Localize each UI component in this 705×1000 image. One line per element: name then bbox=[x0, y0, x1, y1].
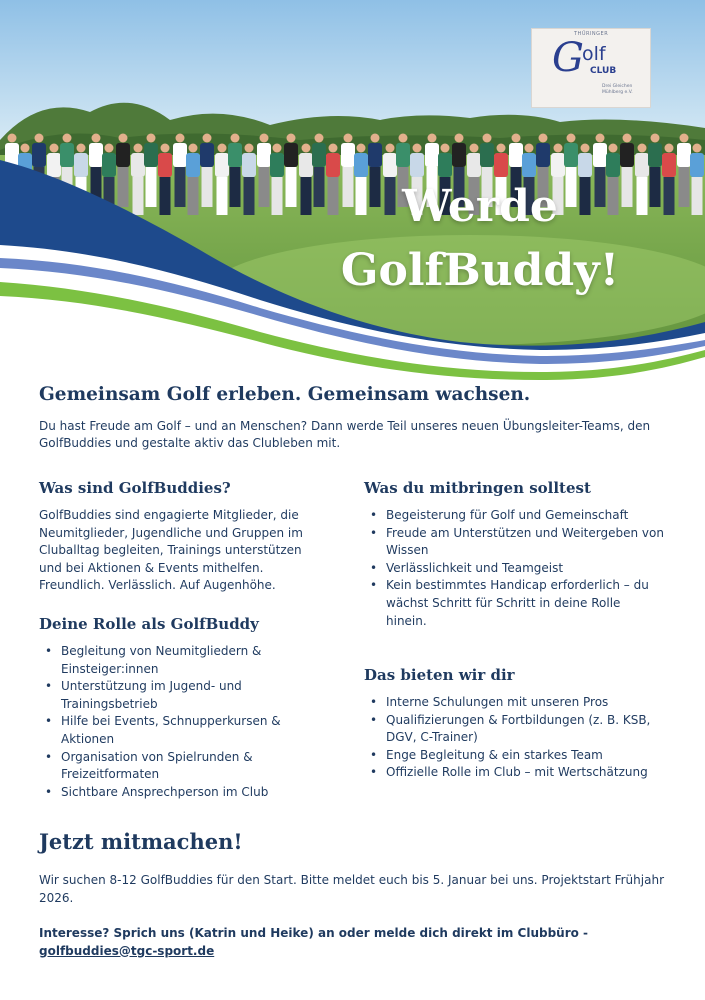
golfer-figure bbox=[257, 134, 271, 208]
list-item: • Sichtbare Ansprechperson im Club bbox=[39, 784, 304, 802]
golfer-figure bbox=[186, 144, 200, 216]
bring-heading: Was du mitbringen solltest bbox=[364, 479, 591, 497]
email-link[interactable]: golfbuddies@tgc-sport.de bbox=[39, 943, 215, 958]
golfer-figure bbox=[158, 144, 172, 216]
logo-letters-olf: olf bbox=[582, 43, 606, 65]
golfer-figure bbox=[242, 144, 256, 216]
list-item: • Kein bestimmtes Handicap erforderlich – du wächst Schritt für Schritt in deine Rolle hinein. bbox=[364, 577, 664, 630]
role-heading: Deine Rolle als GolfBuddy bbox=[39, 615, 259, 633]
golfer-figure bbox=[200, 134, 214, 208]
cta-text: Wir suchen 8-12 GolfBuddies für den Start. Bitte meldet euch bis 5. Januar bei uns. Projektstart Frühjahr 2026. bbox=[39, 873, 664, 905]
logo-top-text: THÜRINGER bbox=[574, 31, 609, 37]
logo-subtitle: Drei Gleichen Mühlberg e.V. bbox=[602, 84, 633, 95]
what-are-heading: Was sind GolfBuddies? bbox=[39, 479, 231, 497]
offer-heading: Das bieten wir dir bbox=[364, 666, 515, 684]
hero-title bbox=[330, 175, 630, 303]
golfer-figure bbox=[215, 144, 229, 216]
list-item: • Enge Begleitung & ein starkes Team bbox=[364, 747, 669, 765]
hero-title-line2: GolfBuddy! bbox=[340, 245, 620, 296]
list-item: • Offizielle Rolle im Club – mit Wertschätzung bbox=[364, 764, 669, 782]
intro-heading: Gemeinsam Golf erleben. Gemeinsam wachsen. bbox=[39, 384, 531, 405]
list-item: • Begleitung von Neumitgliedern & Einsteiger:innen bbox=[39, 643, 304, 678]
logo-letter-g: G bbox=[552, 35, 584, 81]
golfer-figure bbox=[270, 144, 284, 216]
bring-list bbox=[364, 507, 664, 630]
list-item: • Verlässlichkeit und Teamgeist bbox=[364, 560, 664, 578]
golfer-figure bbox=[299, 144, 313, 216]
offer-list bbox=[364, 694, 669, 782]
golfer-figure bbox=[312, 134, 326, 208]
list-item: • Interne Schulungen mit unseren Pros bbox=[364, 694, 669, 712]
list-item: • Freude am Unterstützen und Weitergeben von Wissen bbox=[364, 525, 664, 560]
list-item: • Unterstützung im Jugend- und Trainingsbetrieb bbox=[39, 678, 304, 713]
role-list bbox=[39, 643, 304, 801]
golfer-figure bbox=[116, 134, 130, 208]
list-item: • Organisation von Spielrunden & Freizeitformaten bbox=[39, 749, 304, 784]
cta-contact bbox=[39, 925, 669, 960]
list-item: • Hilfe bei Events, Schnupperkursen & Aktionen bbox=[39, 713, 304, 748]
cta-contact-text: Interesse? Sprich uns (Katrin und Heike) an oder melde dich direkt im Clubbüro - bbox=[39, 926, 589, 940]
cta-heading: Jetzt mitmachen! bbox=[39, 829, 243, 854]
golfer-figure bbox=[144, 134, 158, 208]
golfer-figure bbox=[635, 144, 649, 216]
golfer-figure bbox=[284, 134, 298, 208]
golfer-figure bbox=[648, 134, 662, 208]
golfer-figure bbox=[677, 134, 691, 208]
golfer-figure bbox=[173, 134, 187, 208]
golfer-figure bbox=[228, 134, 242, 208]
logo-club-text: CLUB bbox=[590, 66, 617, 76]
list-item: • Begeisterung für Golf und Gemeinschaft bbox=[364, 507, 664, 525]
what-are-text: GolfBuddies sind engagierte Mitglieder, die Neumitglieder, Jugendliche und Gruppen im Cluballtag begleiten, Trainings unterstützen und bei Aktionen & Events mithelfen. Freundlich. Verlässlich. Auf Augenhöhe. bbox=[39, 508, 303, 593]
hero-banner bbox=[0, 0, 705, 380]
intro-text: Du hast Freude am Golf – und an Menschen? Dann werde Teil unseres neuen Übungsleiter-Teams, den GolfBuddies und gestalte aktiv das Clubleben mit. bbox=[39, 419, 651, 450]
hero-title-line1: Werde bbox=[402, 181, 558, 232]
golfer-figure bbox=[662, 144, 676, 216]
list-item: • Qualifizierungen & Fortbildungen (z. B. KSB, DGV, C-Trainer) bbox=[364, 712, 669, 747]
golfer-figure bbox=[131, 144, 145, 216]
golf-club-logo bbox=[531, 28, 651, 108]
golfer-figure bbox=[690, 144, 704, 216]
